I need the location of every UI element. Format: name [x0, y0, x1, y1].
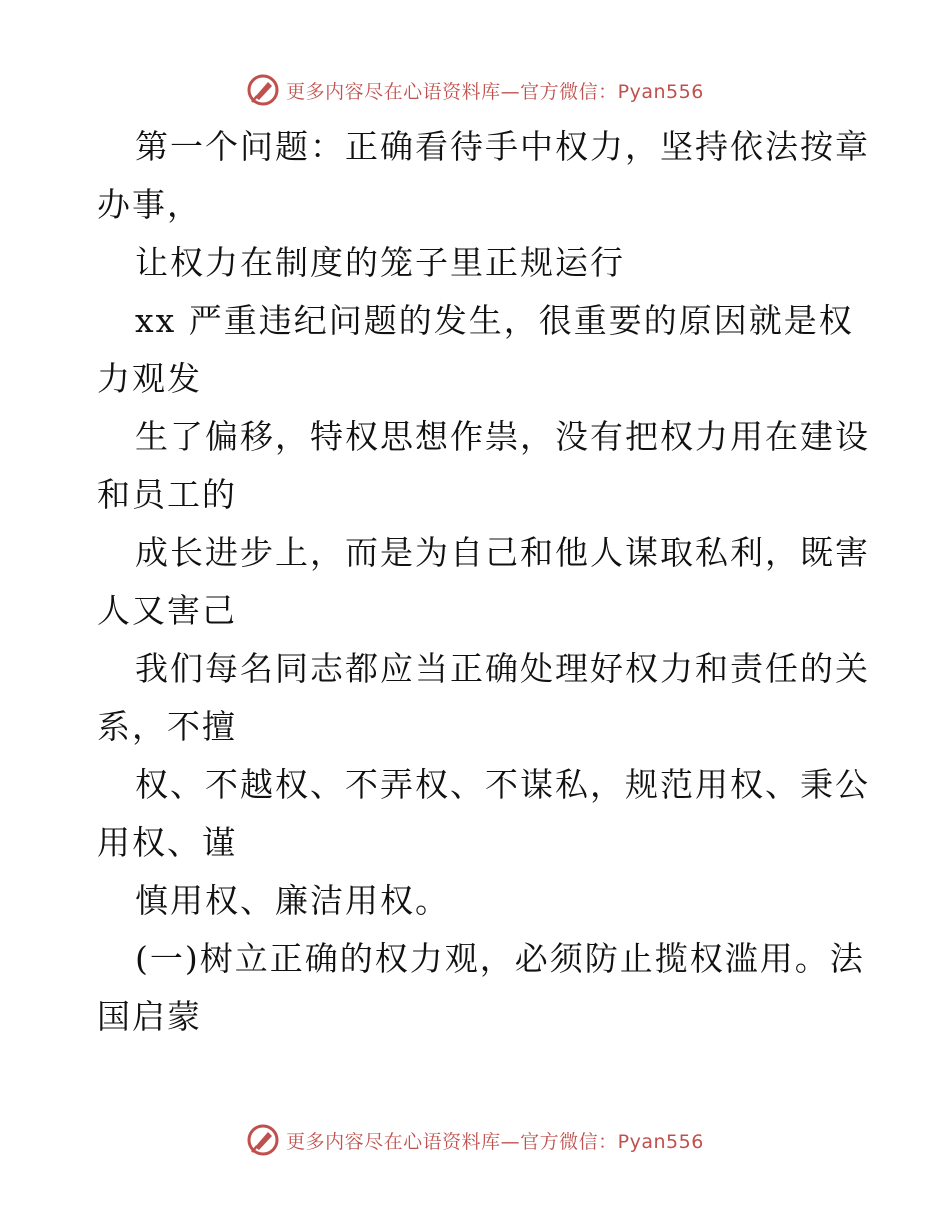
text-line: 权、不越权、不弄权、不谋私，规范用权、秉公	[135, 765, 870, 804]
text-line: 人又害己	[97, 591, 237, 630]
watermark-text: 更多内容尽在心语资料库—官方微信：Pyan556	[286, 1130, 704, 1153]
header-watermark	[0, 70, 950, 110]
text-line: 第一个问题：正确看待手中权力，坚持依法按章	[135, 127, 870, 166]
text-line: 力观发	[97, 359, 202, 398]
text-line: 办事，	[97, 185, 202, 224]
text-line: 用权、谨	[97, 823, 237, 862]
footer-watermark	[0, 1120, 950, 1160]
watermark-text: 更多内容尽在心语资料库—官方微信：Pyan556	[286, 80, 704, 103]
text-line: (一)树立正确的权力观，必须防止揽权滥用。法	[135, 939, 865, 978]
text-line: 国启蒙	[97, 997, 202, 1036]
stamp-logo-icon	[246, 1123, 280, 1157]
text-line: 我们每名同志都应当正确处理好权力和责任的关	[135, 649, 870, 688]
text-line: 成长进步上，而是为自己和他人谋取私利，既害	[135, 533, 870, 572]
document-body	[97, 118, 870, 1046]
text-line: 系，不擅	[97, 707, 237, 746]
text-line: 和员工的	[97, 475, 237, 514]
text-line: 生了偏移，特权思想作祟，没有把权力用在建设	[135, 417, 870, 456]
text-line: 慎用权、廉洁用权。	[135, 881, 450, 920]
text-line: 让权力在制度的笼子里正规运行	[135, 243, 625, 282]
stamp-logo-icon	[246, 73, 280, 107]
text-line: xx 严重违纪问题的发生，很重要的原因就是权	[135, 301, 854, 340]
